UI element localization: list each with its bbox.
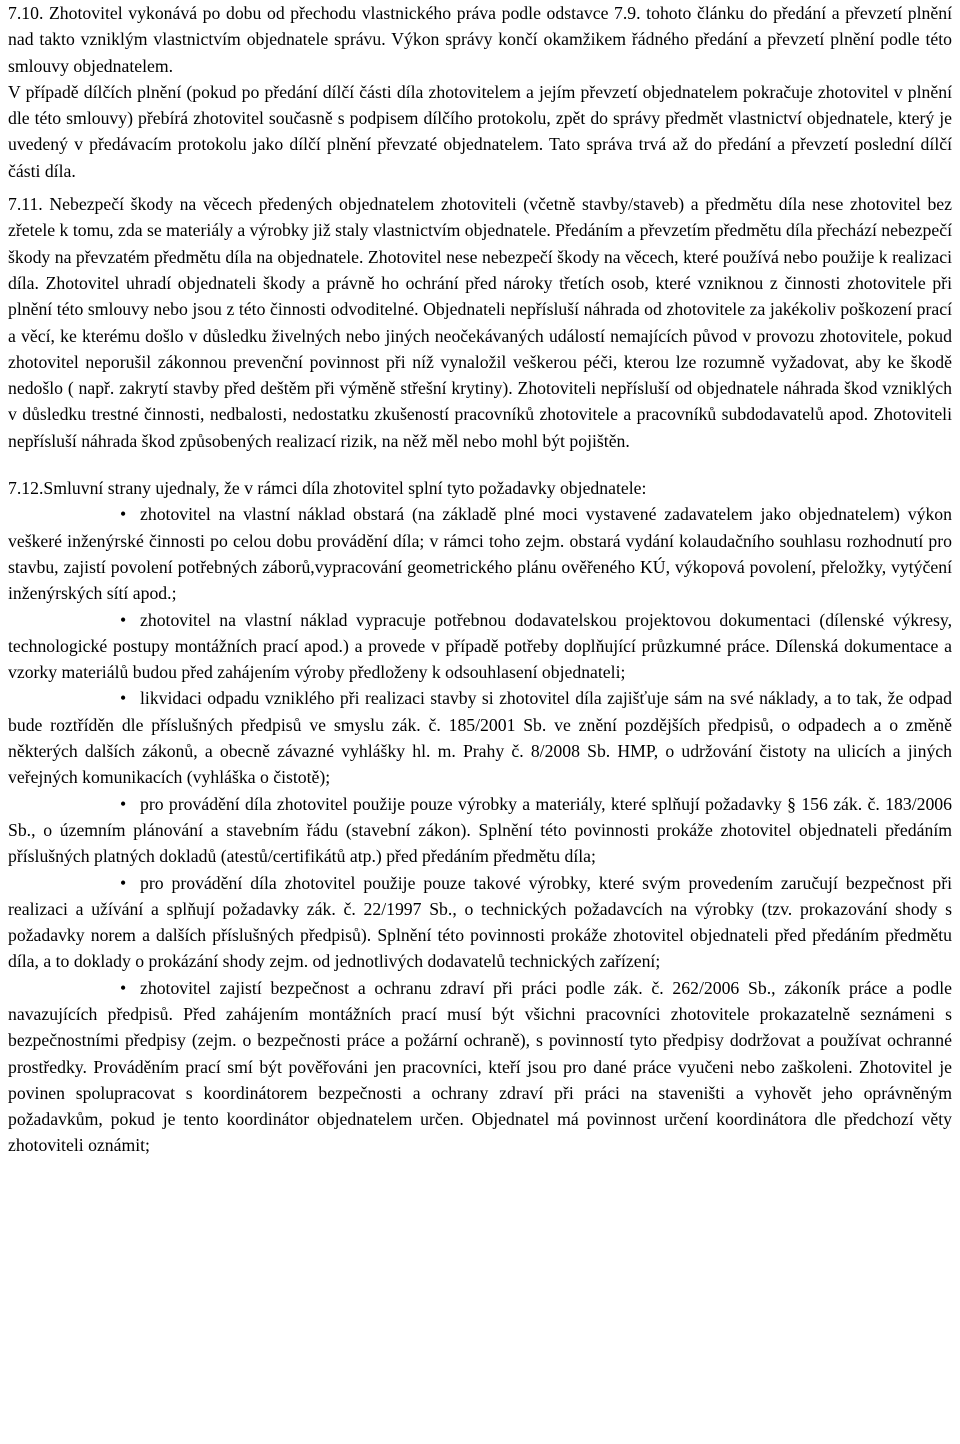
paragraph-7-10: 7.10. Zhotovitel vykonává po dobu od přechodu vlastnického práva podle odstavce 7.9. tohoto článku do předání a převzetí plnění nad takto vzniklým vlastnictvím objednatele správu. Výkon správy končí okamžikem řádného předání a převzetí plnění podle této smlouvy objednatelem. bbox=[8, 3, 952, 76]
spacer bbox=[8, 184, 952, 191]
requirement-item bbox=[8, 685, 952, 790]
requirement-item bbox=[8, 791, 952, 870]
paragraph-7-10-partial-delivery: V případě dílčích plnění (pokud po předání dílčí části díla zhotovitelem a jejím převzetí objednatelem pokračuje zhotovitel v plnění dle této smlouvy) přebírá zhotovitel současně s podpisem dílčího protokolu, zpět do správy předmět vlastnictví objednatele, který je uvedený v předávacím protokolu jako dílčí plnění převzaté objednatelem. Tato správa trvá až do předání a převzetí poslední dílčí části díla. bbox=[8, 81, 952, 181]
paragraph-7-12-intro: 7.12.Smluvní strany ujednaly, že v rámci díla zhotovitel splní tyto požadavky objednatele: bbox=[8, 478, 647, 499]
bullet-icon: • bbox=[120, 872, 127, 893]
spacer bbox=[8, 454, 952, 475]
requirement-item bbox=[8, 607, 952, 686]
bullet-icon: • bbox=[120, 688, 127, 709]
requirement-item bbox=[8, 870, 952, 975]
requirement-item bbox=[8, 501, 952, 606]
requirement-text: pro provádění díla zhotovitel použije pouze takové výrobky, které svým provedením zaručují bezpečnost při realizaci a užívání a splňují požadavky zák. č. 22/1997 Sb., o technických požadavcích na výrobky (tzv. prokazování shody s požadavky norem a dalších příslušných předpisů). Splnění této povinnosti prokáže zhotovitel objednateli před předáním předmětu díla, a to doklady o prokázání shody zejm. od jednotlivých dodavatelů technických zařízení; bbox=[8, 872, 952, 972]
requirement-item bbox=[8, 975, 952, 1159]
bullet-icon: • bbox=[120, 504, 127, 525]
bullet-icon: • bbox=[120, 609, 127, 630]
paragraph-7-11: 7.11. Nebezpečí škody na věcech předených objednatelem zhotoviteli (včetně stavby/staveb) a předmětu díla nese zhotovitel bez zřetele k tomu, zda se materiály a výrobky již staly vlastnictvím objednatele. Předáním a převzetím předmětu díla přechází nebezpečí škody na převzatém předmětu díla na objednatele. Zhotovitel nese nebezpečí škody na věcech, které používá nebo použije k realizaci díla. Zhotovitel uhradí objednateli škody a právně ho ochrání před nároky třetích osob, které vzniknou z činnosti zhotovitele při plnění této smlouvy nebo jsou z této činnosti odvoditelné. Objednateli nepřísluší náhrada od zhotovitele za jakékoliv poškození prací a věcí, ke kterému došlo v důsledku živelných nebo jiných neočekávaných událostí nemajících původ v provozu zhotovitele, pokud zhotovitel neporušil zákonnou prevenční povinnost při níž vynaložil veškerou péči, kterou lze rozumně vyžadovat, aby ke škodě nedošlo ( např. zakrytí stavby před deštěm při výměně střešní krytiny). Zhotoviteli nepřísluší od objednatele náhrada škod vzniklých v důsledku trestné činnosti, nedbalosti, nedostatku zkušeností pracovníků zhotovitele a pracovníků subdodavatelů apod. Zhotoviteli nepřísluší náhrada škod způsobených realizací rizik, na něž měl nebo mohl být pojištěn. bbox=[8, 194, 952, 451]
requirement-text: pro provádění díla zhotovitel použije pouze výrobky a materiály, které splňují požadavky § 156 zák. č. 183/2006 Sb., o územním plánování a stavebním řádu (stavební zákon). Splnění této povinnosti prokáže zhotovitel objednateli předáním příslušných platných dokladů (atestů/certifikátů atp.) před předáním předmětu díla; bbox=[8, 793, 952, 867]
requirement-text: zhotovitel zajistí bezpečnost a ochranu zdraví při práci podle zák. č. 262/2006 Sb., zákoník práce a podle navazujících předpisů. Před zahájením montážních prací musí být všichni pracovníci zhotovitele prokazatelně seznámeni s bezpečnostními předpisy (zejm. o bezpečnosti práce a požární ochraně), s povinností tyto předpisy dodržovat a používat ochranné prostředky. Prováděním prací smí být pověřováni jen pracovníci, kteří jsou pro dané práce vyučeni nebo zaškoleni. Zhotovitel je povinen spolupracovat s koordinátorem bezpečnosti a ochrany zdraví při práci na staveništi a vyhovět jeho oprávněným požadavkům, pokud je tento koordinátor objednatelem určen. Objednatel má povinnost určení koordinátora dle předchozí věty zhotoviteli oznámit; bbox=[8, 977, 952, 1156]
requirement-text: zhotovitel na vlastní náklad vypracuje potřebnou dodavatelskou projektovou dokumentaci (dílenské výkresy, technologické postupy montážních prací apod.) a provede v případě potřeby doplňující průzkumné práce. Dílenská dokumentace a vzorky materiálů budou před zahájením výroby předloženy k odsouhlasení objednateli; bbox=[8, 609, 952, 683]
bullet-icon: • bbox=[120, 977, 127, 998]
bullet-icon: • bbox=[120, 793, 127, 814]
requirement-text: zhotovitel na vlastní náklad obstará (na základě plné moci vystavené zadavatelem jako objednatelem) výkon veškeré inženýrské činnosti po celou dobu provádění díla; v rámci toho zejm. obstará vydání kolaudačního souhlasu rozhodnutí pro stavbu, zajistí povolení potřebných záborů,vypracování geometrického plánu ověřeného KÚ, výkopová povolení, přeložky, vytýčení inženýrských sítí apod.; bbox=[8, 504, 952, 604]
requirement-text: likvidaci odpadu vzniklého při realizaci stavby si zhotovitel díla zajišťuje sám na své náklady, a to tak, že odpad bude roztříděn dle příslušných předpisů ve smyslu zák. č. 185/2001 Sb. ve znění pozdějších předpisů, o odpadech a o změně některých dalších zákonů, a obecně závazné vyhlášky hl. m. Prahy č. 8/2008 Sb. HMP, o udržování čistoty na ulicích a jiných veřejných komunikacích (vyhláška o čistotě); bbox=[8, 688, 952, 788]
